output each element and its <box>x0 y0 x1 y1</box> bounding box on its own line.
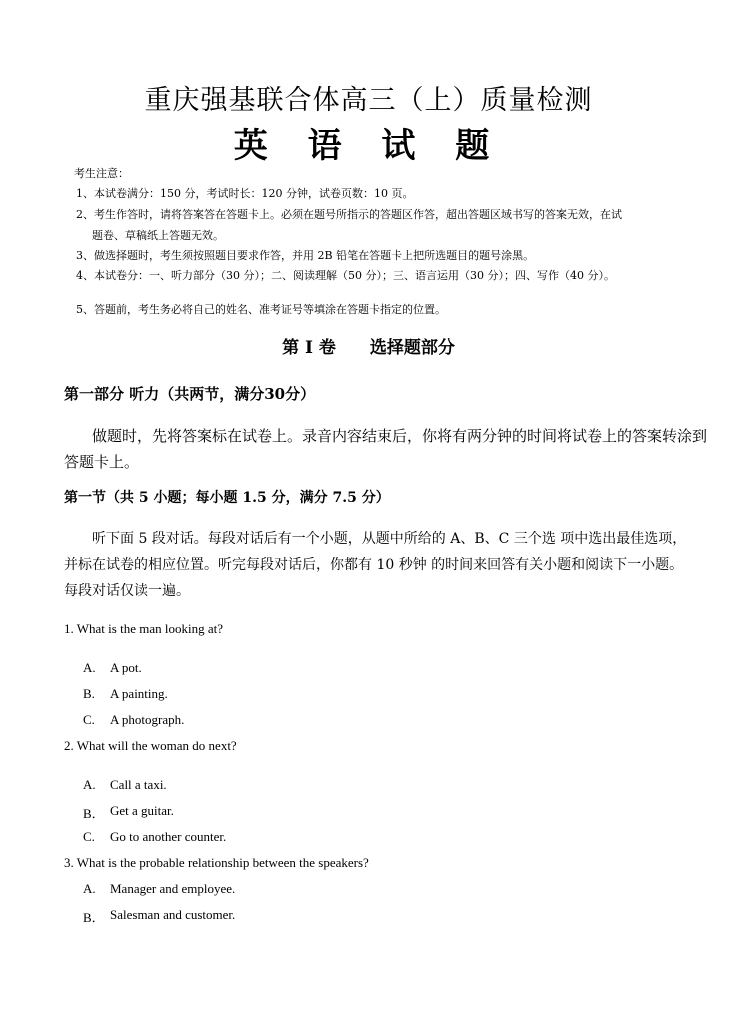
subsection-text: 每段对话仅读一遍。 <box>64 583 190 599</box>
option-letter: C. <box>83 712 95 727</box>
question-text: 1. What is the man looking at? <box>64 621 223 636</box>
option-text: Get a guitar. <box>110 803 174 818</box>
note-item: 5、答题前，考生务必将自己的姓名、准考证号等填涂在答题卡指定的位置。 <box>76 303 446 316</box>
note-item: 4、本试卷分：一、听力部分（30 分）；二、阅读理解（50 分）；三、语言运用（30 分）；四、写作（40 分）。 <box>76 269 615 282</box>
subsection-text: 听下面 5 段对话。每段对话后有一个小题，从题中所给的 A、B、C 三个选 项中选出最佳选项， <box>92 531 687 547</box>
option-letter: A. <box>83 777 96 792</box>
option-text: A painting. <box>110 686 168 701</box>
option-text: Call a taxi. <box>110 777 167 792</box>
option-text: Go to another counter. <box>110 829 227 844</box>
note-item: 1、本试卷满分：150 分，考试时长：120 分钟，试卷页数：10 页。 <box>76 187 414 200</box>
exam-subject: 英 语 试 题 <box>233 126 504 166</box>
option-text: A photograph. <box>110 712 185 727</box>
instruction-text: 答题卡上。 <box>64 453 140 471</box>
exam-title: 重庆强基联合体高三（上）质量检测 <box>144 85 593 116</box>
note-item: 3、做选择题时，考生须按照题目要求作答，并用 2B 铅笔在答题卡上把所选题目的题号涂黑。 <box>76 249 535 262</box>
option-letter: B. <box>83 686 95 701</box>
question-text: 3. What is the probable relationship between the speakers? <box>64 855 369 870</box>
option-letter: A. <box>83 660 96 675</box>
option-text: Salesman and customer. <box>110 907 236 922</box>
option-text: Manager and employee. <box>110 881 236 896</box>
question-text: 2. What will the woman do next? <box>64 738 237 753</box>
notes-heading: 考生注意： <box>74 167 129 180</box>
subsection-text: 并标在试卷的相应位置。听完每段对话后，你都有 10 秒钟 的时间来回答有关小题和阅读下一小题。 <box>64 557 684 573</box>
option-letter: B． <box>83 910 105 925</box>
option-letter: B． <box>83 806 105 821</box>
section-title: 第 I 卷 选择题部分 <box>282 338 455 358</box>
note-item-continued: 题卷、草稿纸上答题无效。 <box>92 229 224 242</box>
instruction-text: 做题时，先将答案标在试卷上。录音内容结束后，你将有两分钟的时间将试卷上的答案转涂到 <box>92 427 708 445</box>
note-item: 2、考生作答时，请将答案答在答题卡上。必须在题号所指示的答题区作答，超出答题区域书写的答案无效，在试 <box>76 208 622 221</box>
option-text: A pot. <box>110 660 142 675</box>
option-letter: C. <box>83 829 95 844</box>
option-letter: A. <box>83 881 96 896</box>
part-title: 第一部分 听力（共两节，满分30分） <box>64 385 316 403</box>
subsection-title: 第一节（共 5 小题；每小题 1.5 分，满分 7.5 分） <box>64 490 390 506</box>
